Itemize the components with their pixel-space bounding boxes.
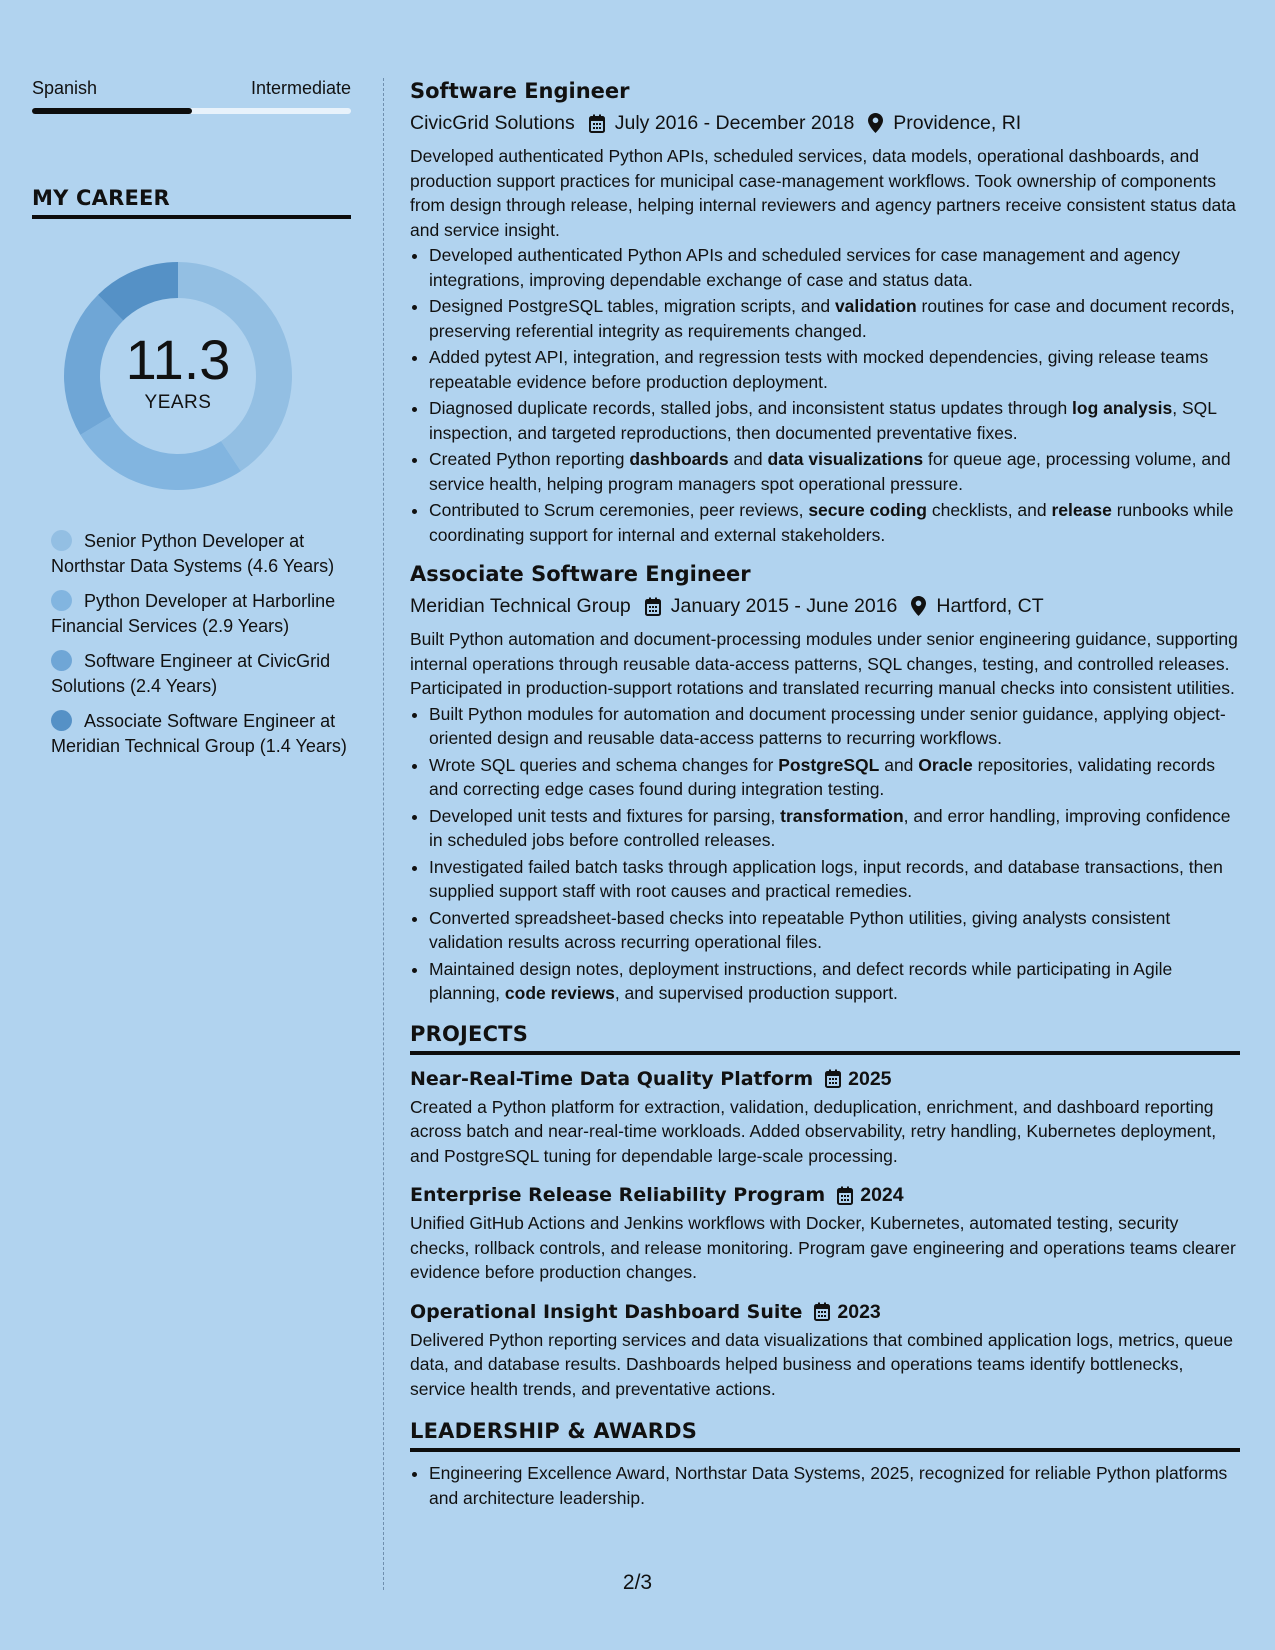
job-bullet: • Developed unit tests and fixtures for parsing, transformation, and error handling, improving confidence in scheduled jobs before controlled releases. — [429, 804, 1240, 853]
legend-dot — [51, 590, 72, 611]
projects-section-title: PROJECTS — [410, 1022, 1240, 1055]
awards-list — [410, 1461, 1240, 1510]
career-legend — [51, 529, 351, 758]
project-description: Created a Python platform for extraction, validation, deduplication, enrichment, and dashboard reporting across batch and near-real-time workloads. Added observability, retry handling, Kubernetes deployment, and PostgreSQL tuning for dependable large-scale processing. — [410, 1096, 1217, 1166]
project-year: 2023 — [837, 1300, 881, 1323]
job-dates: July 2016 - December 2018 — [614, 112, 855, 134]
job-dates: January 2015 - June 2016 — [670, 595, 898, 617]
calendar-icon — [825, 1069, 841, 1088]
career-legend-item — [51, 709, 351, 758]
job-summary: Built Python automation and document-processing modules under senior engineering guidance, supporting internal operations through reusable data-access patterns, SQL changes, testing, and controlled releases. Participated in production-support rotations and translated recurring manual checks into consistent utilities. — [410, 629, 1238, 698]
job-bullet: • Maintained design notes, deployment instructions, and defect records while participating in Agile planning, code reviews, and supervised production support. — [429, 957, 1240, 1006]
calendar-icon — [837, 1186, 853, 1205]
award-item: • Engineering Excellence Award, Northstar Data Systems, 2025, recognized for reliable Python platforms and architecture leadership. — [429, 1461, 1240, 1510]
job-meta — [410, 110, 1240, 136]
awards-section — [410, 1419, 1240, 1510]
career-legend-item — [51, 589, 351, 638]
project-year: 2025 — [848, 1067, 892, 1090]
column-divider — [383, 78, 384, 1590]
job-bullets — [410, 243, 1240, 547]
job-summary: Developed authenticated Python APIs, scheduled services, data models, operational dashboards, and production support practices for municipal case-management workflows. Took ownership of components from design through release, helping internal reviewers and agency partners receive consistent status data and service insight. — [410, 146, 1236, 240]
main-content — [410, 78, 1240, 1512]
calendar-icon — [814, 1302, 830, 1321]
job-bullet: • Built Python modules for automation and document processing under senior guidance, applying object-oriented design and reusable data-access patterns to recurring workflows. — [429, 702, 1240, 751]
career-total — [63, 261, 293, 491]
project-name: Near-Real-Time Data Quality Platform — [410, 1067, 814, 1090]
language-proficiency-bar — [32, 108, 351, 114]
project-entry — [410, 1066, 1240, 1169]
location-pin-icon — [911, 596, 926, 616]
legend-label: Python Developer at Harborline Financial Services (2.9 Years) — [51, 591, 336, 636]
project-header — [410, 1066, 1240, 1092]
project-entry — [410, 1182, 1240, 1285]
language-level: Intermediate — [250, 78, 351, 98]
job-meta — [410, 593, 1240, 619]
job-bullet: • Developed authenticated Python APIs and scheduled services for case management and agency integrations, improving dependable exchange of case and status data. — [429, 243, 1240, 292]
career-total-unit: YEARS — [144, 392, 212, 413]
job-bullet: • Converted spreadsheet-based checks into repeatable Python utilities, giving analysts consistent validation results across recurring operational files. — [429, 906, 1240, 955]
career-legend-item — [51, 649, 351, 698]
project-description: Unified GitHub Actions and Jenkins workflows with Docker, Kubernetes, automated testing, security checks, rollback controls, and release monitoring. Program gave engineering and operations teams clearer evidence before production changes. — [410, 1213, 1236, 1282]
project-description: Delivered Python reporting services and data visualizations that combined application logs, metrics, queue data, and database results. Dashboards helped business and operations teams identify bottlenecks, service health trends, and preventative actions. — [410, 1329, 1233, 1399]
job-bullet: • Created Python reporting dashboards and data visualizations for queue age, processing volume, and service health, helping program managers spot operational pressure. — [429, 447, 1240, 496]
legend-label: Software Engineer at CivicGrid Solutions (2.4 Years) — [51, 651, 331, 696]
career-section-title: MY CAREER — [32, 186, 351, 219]
language-row — [32, 78, 351, 99]
project-name: Operational Insight Dashboard Suite — [410, 1300, 803, 1323]
legend-label: Associate Software Engineer at Meridian Technical Group (1.4 Years) — [51, 711, 347, 756]
job-location: Providence, RI — [893, 112, 1022, 134]
sidebar — [32, 78, 351, 769]
location-pin-icon — [868, 113, 883, 133]
job-title: Associate Software Engineer — [410, 562, 751, 586]
job-entry — [410, 78, 1240, 547]
page-number: 2/3 — [622, 1571, 653, 1594]
language-name: Spanish — [32, 78, 98, 98]
awards-section-title: LEADERSHIP & AWARDS — [410, 1419, 1240, 1452]
legend-dot — [51, 650, 72, 671]
calendar-icon — [589, 114, 605, 133]
career-legend-item — [51, 529, 351, 578]
project-entry — [410, 1299, 1240, 1402]
project-header — [410, 1182, 1240, 1208]
job-bullet: • Wrote SQL queries and schema changes for PostgreSQL and Oracle repositories, validating records and correcting edge cases found during integration testing. — [429, 753, 1240, 802]
legend-label: Senior Python Developer at Northstar Data Systems (4.6 Years) — [51, 531, 335, 576]
project-year: 2024 — [860, 1184, 904, 1206]
job-bullet: • Designed PostgreSQL tables, migration scripts, and validation routines for case and document records, preserving referential integrity as requirements changed. — [429, 294, 1240, 343]
job-bullet: • Investigated failed batch tasks through application logs, input records, and database transactions, then supplied support staff with root causes and practical remedies. — [429, 855, 1240, 904]
projects-section — [410, 1022, 1240, 1402]
job-company: CivicGrid Solutions — [410, 112, 575, 134]
career-donut-chart — [63, 261, 293, 491]
project-header — [410, 1299, 1240, 1325]
job-title: Software Engineer — [410, 79, 630, 103]
job-location: Hartford, CT — [936, 595, 1044, 617]
calendar-icon — [645, 597, 661, 616]
job-company: Meridian Technical Group — [410, 595, 631, 617]
job-bullet: • Diagnosed duplicate records, stalled jobs, and inconsistent status updates through log analysis, SQL inspection, and targeted reproductions, then documented preventative fixes. — [429, 396, 1240, 445]
job-bullet: • Added pytest API, integration, and regression tests with mocked dependencies, giving release teams repeatable evidence before production deployment. — [429, 345, 1240, 394]
language-proficiency-fill — [32, 108, 192, 114]
career-total-years: 11.3 — [125, 328, 231, 391]
job-bullet: • Contributed to Scrum ceremonies, peer reviews, secure coding checklists, and release runbooks while coordinating support for internal and external stakeholders. — [429, 498, 1240, 547]
legend-dot — [51, 710, 72, 731]
project-name: Enterprise Release Reliability Program — [410, 1184, 826, 1206]
job-entry — [410, 561, 1240, 1006]
job-bullets — [410, 702, 1240, 1006]
legend-dot — [51, 530, 72, 551]
